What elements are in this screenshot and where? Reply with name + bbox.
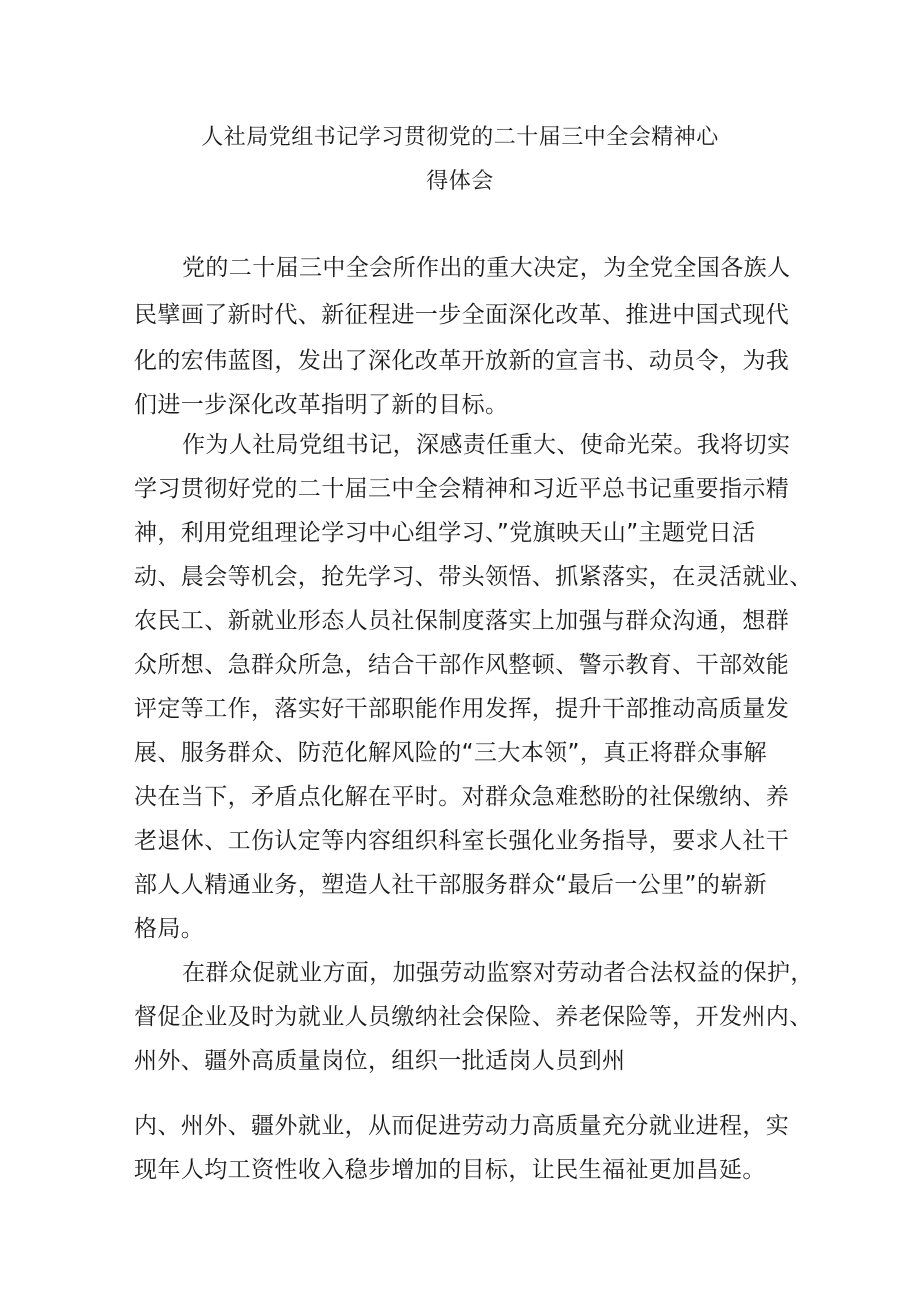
paragraph-3-line-1: 在群众促就业方面，加强劳动监察对劳动者合法权益的保护， <box>182 960 814 986</box>
paragraph-3-line-4: 内、州外、疆外就业，从而促进劳动力高质量充分就业进程，实 <box>134 1113 790 1139</box>
paragraph-2-line-10: 老退休、工伤认定等内容组织科室长强化业务指导，要求人社干 <box>134 828 790 854</box>
paragraph-2-line-8: 展、服务群众、防范化解风险的“三大本领”，真正将群众事解 <box>134 740 768 766</box>
paragraph-2-line-2: 学习贯彻好党的二十届三中全会精神和习近平总书记重要指示精 <box>134 476 790 502</box>
document-title-line-1: 人社局党组书记学习贯彻党的二十届三中全会精神心 <box>201 125 719 150</box>
paragraph-1-line-2: 民擘画了新时代、新征程进一步全面深化改革、推进中国式现代 <box>134 302 790 328</box>
paragraph-2-line-11: 部人人精通业务，塑造人社干部服务群众“最后一公里”的崭新 <box>134 872 768 898</box>
paragraph-2-line-7: 评定等工作，落实好干部职能作用发挥，提升干部推动高质量发 <box>134 696 790 722</box>
paragraph-2-line-3: 神，利用党组理论学习中心组学习、”党旗映天山”主题党日活 <box>134 520 756 546</box>
paragraph-2-line-12: 格局。 <box>134 916 205 942</box>
paragraph-3-line-5: 现年人均工资性收入稳步增加的目标，让民生福祉更加昌延。 <box>134 1157 766 1183</box>
paragraph-3-line-2: 督促企业及时为就业人员缴纳社会保险、养老保险等，开发州内、 <box>134 1004 813 1030</box>
paragraph-2-line-4: 动、晨会等机会，抢先学习、带头领悟、抓紧落实，在灵活就业、 <box>134 564 813 590</box>
paragraph-2-line-5: 农民工、新就业形态人员社保制度落实上加强与群众沟通，想群 <box>134 608 790 634</box>
paragraph-2-line-6: 众所想、急群众所急，结合干部作风整顿、警示教育、干部效能 <box>134 652 790 678</box>
paragraph-1-line-4: 们进一步深化改革指明了新的目标。 <box>134 392 509 418</box>
paragraph-2-line-1: 作为人社局党组书记，深感责任重大、使命光荣。我将切实 <box>182 432 791 458</box>
paragraph-1-line-1: 党的二十届三中全会所作出的重大决定，为全党全国各族人 <box>182 255 791 281</box>
paragraph-2-line-9: 决在当下，矛盾点化解在平时。对群众急难愁盼的社保缴纳、养 <box>134 784 790 810</box>
paragraph-1-line-3: 化的宏伟蓝图，发出了深化改革开放新的宣言书、动员令，为我 <box>134 348 790 374</box>
paragraph-3-line-3: 州外、疆外高质量岗位，组织一批适岗人员到州 <box>134 1048 626 1074</box>
document-title-line-2: 得体会 <box>426 169 494 194</box>
